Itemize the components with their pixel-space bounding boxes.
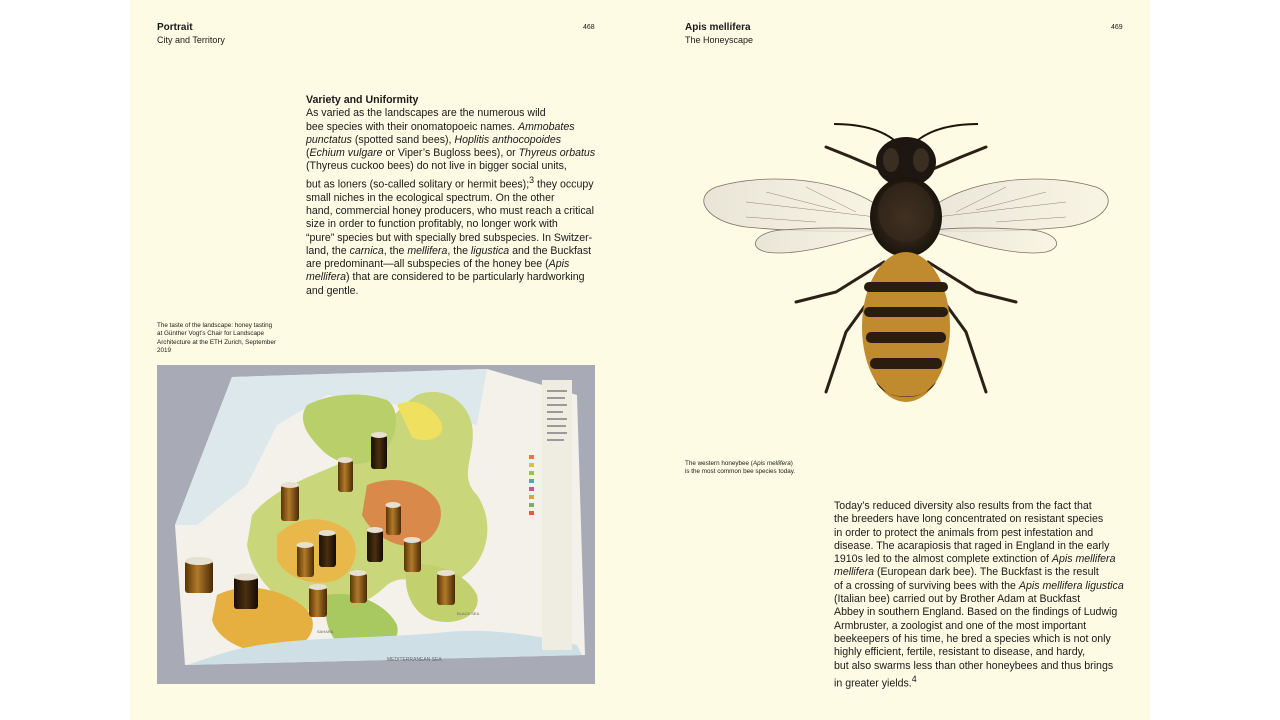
left-body-line: land, the carnica, the mellifera, the ligustica and the Buckfast <box>306 244 592 257</box>
left-body-line: and gentle. <box>306 284 359 297</box>
left-caption-line: 2019 <box>157 346 172 354</box>
right-body-line: (Italian bee) carried out by Brother Adam at Buckfast <box>834 593 1081 606</box>
left-body-line: As varied as the landscapes are the numerous wild <box>306 107 546 120</box>
map-label-sahara: SAHARA <box>317 629 334 634</box>
left-header-title: Portrait <box>157 22 193 33</box>
left-body-line: (Echium vulgare or Viper’s Bugloss bees), or Thyreus orbatus <box>306 147 596 160</box>
honey-tasting-map-photo <box>157 365 595 684</box>
right-page-number: 469 <box>1111 24 1123 31</box>
left-body-line: size in order to function profitably, no longer work with <box>306 218 558 231</box>
right-body-line: of a crossing of surviving bees with the Apis mellifera ligustica <box>834 579 1124 592</box>
left-body-line: hand, commercial honey producers, who must reach a critical <box>306 204 594 217</box>
right-body-line: disease. The acarapiosis that raged in England in the early <box>834 539 1110 552</box>
right-header-title: Apis mellifera <box>685 22 751 33</box>
right-caption-line: The western honeybee (Apis mellifera) <box>685 460 793 467</box>
left-body-line: “pure” species but with specially bred subspecies. In Switzer- <box>306 231 593 244</box>
left-body-line: mellifera) that are considered to be particularly hardworking <box>306 271 585 284</box>
map-label-sea: MEDITERRANEAN SEA <box>387 657 442 663</box>
left-page-number: 468 <box>583 24 595 31</box>
left-body-line: but as loners (so-called solitary or hermit bees);$^3$ they occupy <box>306 174 594 191</box>
right-body-line: in order to protect the animals from pest infestation and <box>834 526 1094 539</box>
map-label-black-sea: BLACK SEA <box>457 611 480 616</box>
right-body-line: the breeders have long concentrated on resistant species <box>834 513 1104 526</box>
left-caption-line: The taste of the landscape: honey tasting <box>157 322 273 329</box>
right-body-line: but also swarms less than other honeybees and thus brings <box>834 659 1114 672</box>
photo-caption <box>157 322 297 355</box>
right-body-line: 1910s led to the almost complete extinction of Apis mellifera <box>834 553 1116 566</box>
right-caption-line: is the most common bee species today. <box>685 468 796 476</box>
right-body-line: Armbruster, a zoologist and one of the most important <box>834 619 1087 632</box>
right-body-line: Today’s reduced diversity also results from the fact that <box>834 500 1092 512</box>
right-body-line: beekeepers of his time, he bred a species which is not only <box>834 632 1111 645</box>
right-body-text <box>834 500 1134 691</box>
left-caption-line: Architecture at the ETH Zurich, September <box>157 338 276 346</box>
left-body-line: are predominant—all subspecies of the honey bee (Apis <box>306 258 570 271</box>
honeybee-drawing <box>686 92 1126 442</box>
right-body-line: Abbey in southern England. Based on the findings of Ludwig <box>834 606 1118 619</box>
left-body-line: punctatus (spotted sand bees), Hoplitis anthocopoides <box>306 133 562 146</box>
right-body-line: mellifera (European dark bee). The Buckfast is the result <box>834 566 1099 579</box>
right-body-line: in greater yields.$^4$ <box>834 673 917 690</box>
left-body-section <box>306 94 606 298</box>
honeybee-illustration <box>686 92 1126 442</box>
left-body-text <box>306 107 606 298</box>
left-body-line: small niches in the ecological spectrum. On the other <box>306 191 555 204</box>
left-body-line: (Thyreus cuckoo bees) do not live in bigger social units, <box>306 160 567 173</box>
right-header-subtitle: The Honeyscape <box>685 35 754 45</box>
section-heading: Variety and Uniformity <box>306 94 419 106</box>
left-caption-line: at Günther Vogt’s Chair for Landscape <box>157 330 264 338</box>
right-body-line: highly efficient, fertile, resistant to disease, and hardy, <box>834 646 1086 659</box>
bee-caption <box>685 460 845 477</box>
left-body-line: bee species with their onomatopoeic names. Ammobates <box>306 120 575 133</box>
left-header-subtitle: City and Territory <box>157 35 225 45</box>
map-photo-illustration <box>157 365 595 684</box>
